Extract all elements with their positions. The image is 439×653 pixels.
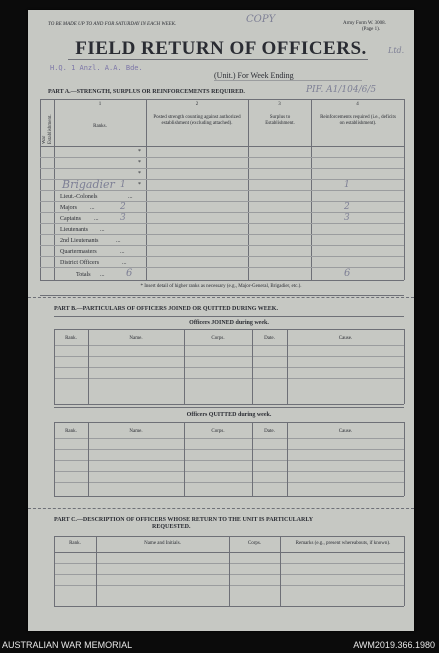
col-number-3: 3: [278, 102, 281, 107]
reinforcement-value: 2: [344, 202, 350, 212]
footer-credit: AUSTRALIAN WAR MEMORIAL: [2, 640, 133, 650]
higher-rank-marker: *: [138, 171, 141, 177]
col-number-2: 2: [195, 102, 199, 107]
quitted-col-name: Name.: [129, 429, 143, 434]
higher-rank-marker: *: [138, 160, 141, 166]
unit-rule: [214, 80, 362, 81]
rank-label: Captains: [60, 216, 81, 222]
title-rule: [68, 59, 368, 60]
joined-title: Officers JOINED during week.: [189, 320, 269, 326]
rank-handwritten: Brigadier: [62, 178, 115, 191]
rank-label: 2nd Lieutenants: [60, 238, 99, 244]
rank-label: Lieut.-Colonels: [60, 194, 98, 200]
higher-rank-marker: *: [138, 149, 141, 155]
col-header-reinforcements: Reinforcements required (i.e., deficits on establishment).: [320, 115, 396, 126]
copy-stamp: COPY: [246, 14, 276, 25]
col-number-4: 4: [356, 102, 359, 107]
totals-label: Totals: [76, 272, 91, 278]
quitted-col-date: Date.: [264, 429, 275, 434]
quitted-col-corps: Corps.: [211, 429, 225, 434]
part-c-col-corps: Corps.: [247, 541, 262, 546]
establishment-value: 1: [120, 180, 126, 190]
reinforcement-value: 1: [344, 180, 350, 190]
corner-note: Ltd.: [388, 46, 405, 55]
rank-label: Quartermasters: [60, 249, 97, 255]
totals-establishment: 6: [126, 268, 133, 279]
joined-col-name: Name.: [129, 336, 143, 341]
part-c-heading-cont: REQUESTED.: [152, 524, 191, 530]
establishment-value: 2: [120, 202, 126, 212]
col-header-ranks: Ranks.: [93, 124, 107, 129]
joined-col-corps: Corps.: [211, 336, 225, 341]
part-c-col-rank: Rank.: [69, 541, 81, 546]
rank-label: Lieutenants: [60, 227, 88, 233]
establishment-value: 3: [120, 213, 126, 223]
unit-stamp: H.Q. 1 Anzl. A.A. Bde.: [50, 64, 143, 72]
part-a-footnote: * Insert detail of higher ranks as necessary (e.g., Major-General, Brigadier, etc.).: [140, 284, 302, 289]
page-title: FIELD RETURN OF OFFICERS.: [75, 38, 367, 59]
col-header-posted: Posted strength counting against authorized establishment (excluding attached).: [153, 115, 241, 126]
rank-label: Majors: [60, 205, 77, 211]
rank-label: District Officers: [60, 260, 100, 266]
joined-col-cause: Cause.: [338, 336, 353, 341]
joined-col-rank: Rank.: [65, 336, 77, 341]
reinforcement-value: 3: [344, 213, 350, 223]
quitted-col-cause: Cause.: [338, 429, 353, 434]
footer-accession-number: AWM2019.366.1980: [353, 640, 435, 650]
part-a-heading: PART A.—STRENGTH, SURPLUS OR REINFORCEMENTS REQUIRED.: [48, 89, 245, 95]
quitted-title: Officers QUITTED during week.: [186, 412, 272, 418]
col-header-surplus: Surplus to Establishment.: [265, 115, 295, 126]
reference-note: PIF. A1/104/6/5: [306, 85, 377, 95]
part-c-heading: PART C.—DESCRIPTION OF OFFICERS WHOSE RETURN TO THE UNIT IS PARTICULARLY: [54, 517, 314, 523]
document-page: TO BE MADE UP TO AND FOR SATURDAY IN EACH WEEK. COPY Army Form W. 3008. (Page 1). Ltd. FIELD RETURN OF OFFICERS. H.Q. 1 Anzl. A.A. Bde. (Unit.) For Week Ending PART A.—STRENGTH, SURPLUS OR REINFORCEMENTS REQUIRED. PIF. A1/104/6/5 War Establishment. 1 2 3 4 Ranks. Posted strength counting against authorized establishment (excluding attached). Surplus to Establishment. Reinforcements required (i.e., deficits on establishment). * * * Brigadier * 1 1 Lieut.-Colonels ... Majors ... 2 2 Captains ... 3 3 Lieutenants ... 2nd Lieutenants ... Quartermasters ... District Officers ... Totals ... 6 6 * Insert detail of higher ranks as necessary (e.g., Major-General, Brigadier, etc.). PART B.—PARTICULARS OF OFFICERS JOINED OR QUITTED DURING WEEK. Officers JOINED during week. Rank. Name. Corps. Date. Cause. Officers QUITTED during week. Rank. Name. Corps. Date. Cause. PART C.—DESCRIPTION OF OFFICERS WHOSE RETURN TO THE UNIT IS PARTICULARLY REQUESTED. Rank. Name and Initials. Corps. Remarks (e.g., present whereabouts, if known).: [28, 10, 414, 631]
side-label: War Establishment.: [42, 114, 53, 144]
form-number: Army Form W. 3008.: [343, 21, 386, 26]
part-c-col-remarks: Remarks (e.g., present whereabouts, if known).: [295, 541, 391, 546]
unit-label: (Unit.) For Week Ending: [214, 71, 294, 80]
col-number-1: 1: [98, 102, 102, 107]
page-number: (Page 1).: [362, 27, 381, 32]
part-b-heading: PART B.—PARTICULARS OF OFFICERS JOINED OR QUITTED DURING WEEK.: [54, 306, 278, 312]
totals-reinforcements: 6: [344, 268, 351, 279]
top-note: TO BE MADE UP TO AND FOR SATURDAY IN EACH WEEK.: [48, 22, 177, 27]
quitted-col-rank: Rank.: [65, 429, 77, 434]
higher-rank-marker: *: [138, 182, 141, 188]
part-c-col-name: Name and Initials.: [144, 541, 181, 546]
joined-col-date: Date.: [264, 336, 275, 341]
